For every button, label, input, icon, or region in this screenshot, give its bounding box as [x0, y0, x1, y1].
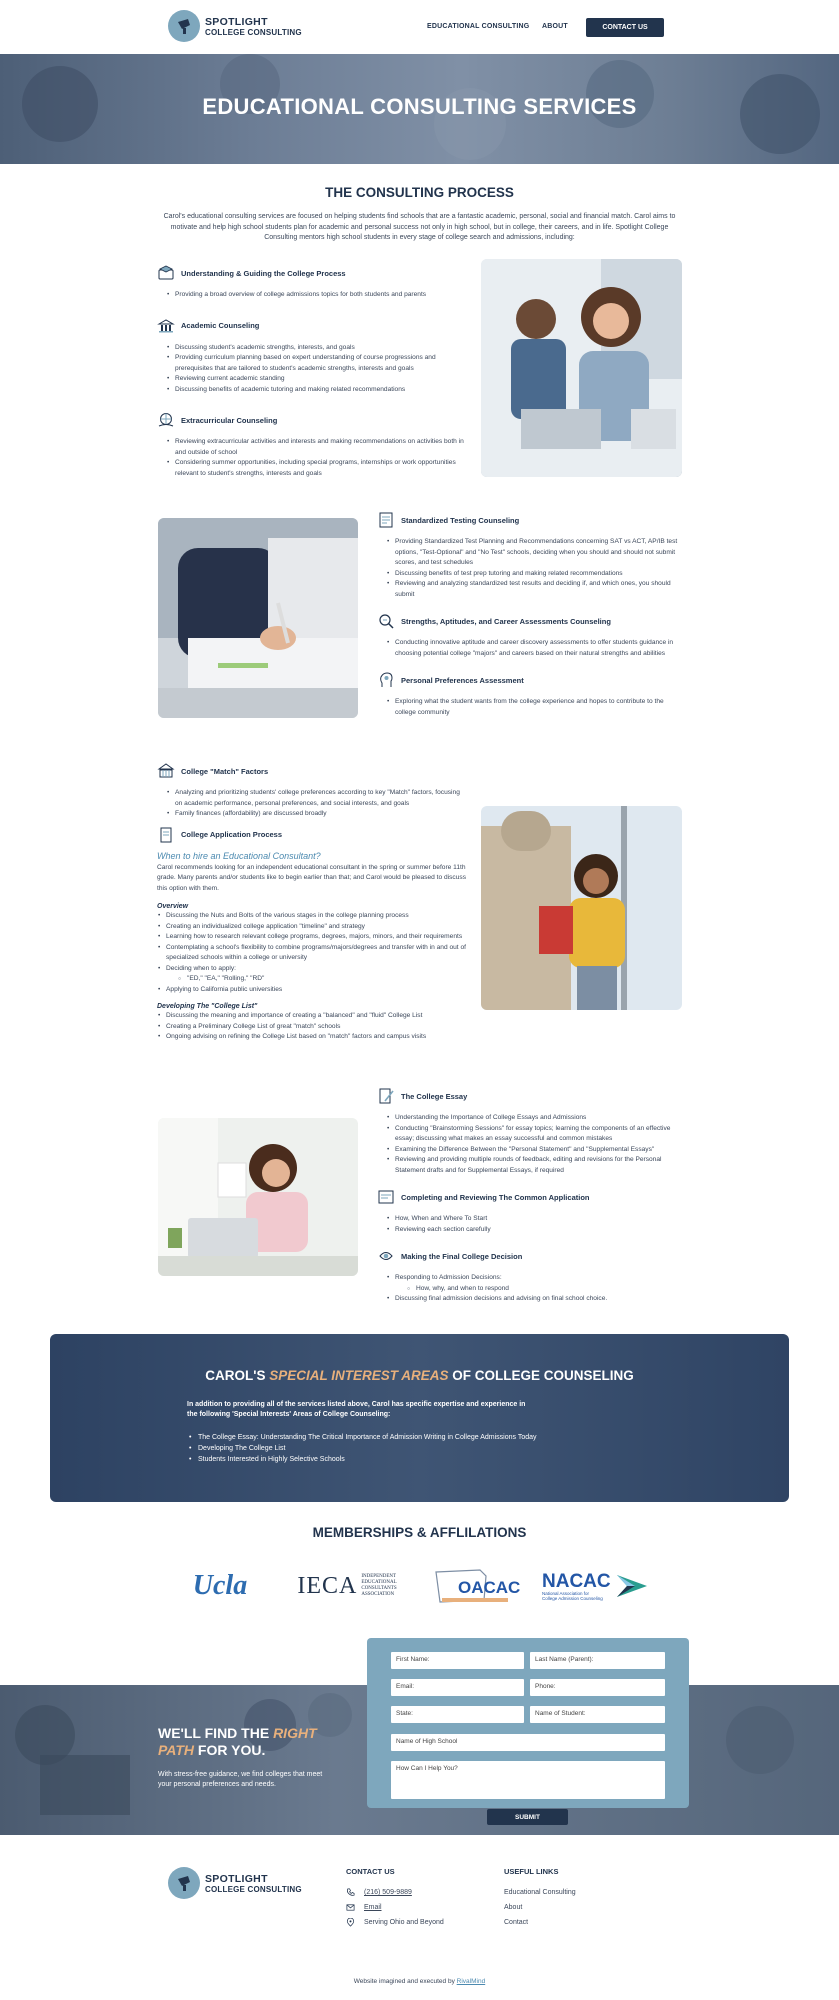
oacac-logo[interactable] [430, 1566, 521, 1606]
ieca-line: CONSULTANTS [361, 1586, 397, 1591]
nacac-logo[interactable] [542, 1568, 650, 1604]
list-item: • Reviewing and providing multiple rounds of feedback, editing and revisions for the Personal Statement drafts and for Supplemental Essays, if required [386, 1155, 682, 1176]
list-item: • Reviewing extracurricular activities and interests and making recommendations on activities both in and outside of school [166, 437, 467, 458]
list-item: • Contemplating a school's flexibility to combine programs/majors/degrees and transfer with in and out of specialized schools within a college or university [157, 943, 467, 964]
cta-title-highlight-2: PATH [158, 1742, 195, 1758]
services-block-2 [377, 511, 682, 718]
service-title: The College Essay [401, 1091, 468, 1101]
hero-title: EDUCATIONAL CONSULTING SERVICES [202, 94, 637, 119]
service-list [386, 697, 682, 718]
students-laptop-photo [481, 259, 682, 477]
overview-heading: Overview [157, 903, 189, 910]
last-name-field[interactable]: Last Name (Parent): [530, 1652, 665, 1669]
service-heading [157, 411, 467, 429]
footer-location [346, 1918, 444, 1927]
list-sub-item: ○ "ED," "EA," "Rolling," "RD" [157, 974, 467, 985]
logo-line2: COLLEGE CONSULTING [205, 27, 302, 37]
when-to-hire-heading: When to hire an Educational Consultant? [157, 850, 321, 861]
logo-line1: SPOTLIGHT [205, 15, 268, 28]
service-list [166, 290, 467, 301]
student-laptop-image [158, 1118, 358, 1276]
service-title: Strengths, Aptitudes, and Career Assessments Counseling [401, 616, 611, 626]
service-heading [377, 1188, 682, 1206]
spotlight-logo-icon [168, 1867, 200, 1899]
when-to-hire-text: Carol recommends looking for an independent educational consultant in the spring or summer before 11th grade. Many parents and/or students like to begin earlier than that; and Carol would be pleased to discuss this option with them. [157, 863, 466, 892]
ieca-line: INDEPENDENT [361, 1574, 397, 1579]
nacac-sub: National Association for [542, 1590, 590, 1596]
magnifier-icon [377, 612, 395, 630]
site-header [0, 0, 839, 54]
application-form-icon [157, 826, 175, 844]
cta-text: With stress-free guidance, we find colleges that meet your personal preferences and needs. [158, 1771, 323, 1788]
location-text: Serving Ohio and Beyond [364, 1919, 444, 1926]
list-item: • Reviewing and analyzing standardized test results and deciding if, and which ones, you should submit [386, 579, 682, 600]
student-name-field[interactable]: Name of Student: [530, 1706, 665, 1723]
list-item: • Understanding the Importance of College Essays and Admissions [386, 1113, 682, 1124]
list-item: • Examining the Difference Between the "Personal Statement" and "Supplemental Essays" [386, 1145, 682, 1156]
special-interest-panel [50, 1334, 789, 1502]
special-title-pre: CAROL'S [205, 1368, 270, 1383]
list-item: • Reviewing current academic standing [166, 374, 467, 385]
nacac-arrow-icon [617, 1571, 647, 1601]
list-item: • Creating a Preliminary College List of great "match" schools [157, 1022, 467, 1033]
list-item: • Discussing the meaning and importance of creating a "balanced" and "fluid" College List [157, 1011, 467, 1022]
cta-title-post: FOR YOU. [194, 1742, 266, 1758]
list-item: • Applying to California public universities [157, 985, 467, 996]
list-item: • Responding to Admission Decisions: [386, 1273, 682, 1284]
list-item: • Discussing benefits of academic tutoring and making related recommendations [166, 385, 467, 396]
nav-educational-consulting[interactable]: EDUCATIONAL CONSULTING [427, 23, 530, 30]
phone-icon [346, 1888, 355, 1897]
service-list [386, 1273, 682, 1305]
phone-field[interactable]: Phone: [530, 1679, 665, 1696]
message-textarea[interactable]: How Can I Help You? [391, 1761, 665, 1799]
footer-contact-title: CONTACT US [346, 1867, 395, 1876]
college-building-icon [157, 762, 175, 780]
students-laptop-image [481, 259, 682, 477]
head-gear-icon [377, 671, 395, 689]
services-block-3 [157, 762, 467, 1043]
ieca-logo[interactable] [287, 1568, 407, 1604]
service-heading [377, 511, 682, 529]
footer-phone[interactable] [346, 1888, 412, 1897]
process-intro: Carol's educational consulting services are focused on helping students find schools that are a fantastic academic, personal, social and financial match. Carol aims to motivate and help high school students plan for academic and personal success not only in high school, but in college, their careers, and in life. Spotlight College Consulting mentors high school students in every stage of college search and admissions, including: [163, 213, 676, 241]
logo-line1: SPOTLIGHT [205, 1872, 268, 1885]
list-item: • The College Essay: Understanding The Critical Importance of Admission Writing in College Admissions Today [187, 1432, 537, 1443]
college-list-heading: Developing The "College List" [157, 1003, 258, 1010]
special-list [187, 1432, 537, 1465]
location-pin-icon [346, 1918, 355, 1927]
list-item: • Reviewing each section carefully [386, 1225, 682, 1236]
footer-link-contact[interactable]: Contact [504, 1919, 529, 1926]
ieca-line: EDUCATIONAL [361, 1580, 397, 1585]
list-item: • Providing Standardized Test Planning and Recommendations concerning SAT vs ACT, AP/IB test options, "Test-Optional" and "No Test" schools, deciding when you should and should not submit scores, and test schedules [386, 537, 682, 569]
student-campus-photo [481, 806, 682, 1010]
service-title: College "Match" Factors [181, 766, 269, 776]
list-item: • How, When and Where To Start [386, 1214, 682, 1225]
service-list [386, 537, 682, 600]
contact-us-button[interactable]: CONTACT US [586, 18, 664, 37]
email-field[interactable]: Email: [391, 1679, 524, 1696]
application-icon [377, 1188, 395, 1206]
list-sub-item: ○ How, why, and when to respond [386, 1284, 682, 1295]
service-list [386, 1113, 682, 1176]
email-link[interactable]: Email [364, 1904, 382, 1911]
rivalmind-link[interactable]: RivalMind [456, 1978, 486, 1985]
student-laptop-photo [158, 1118, 358, 1276]
services-block-1 [157, 264, 467, 479]
service-title: Extracurricular Counseling [181, 415, 278, 425]
list-item: • Conducting "Brainstorming Sessions" for essay topics; learning the components of an effective essay; discussing what makes an essay successful and common mistakes [386, 1124, 682, 1145]
test-sheet-icon [377, 511, 395, 529]
footer-link-about[interactable]: About [504, 1904, 523, 1911]
nacac-sub: College Admission Counseling [542, 1595, 603, 1601]
mail-icon [346, 1903, 355, 1912]
service-title: College Application Process [181, 830, 282, 839]
student-campus-image [481, 806, 682, 1010]
service-heading [377, 1087, 682, 1105]
service-list [386, 638, 682, 659]
service-list [166, 343, 467, 396]
list-item: • Providing curriculum planning based on expert understanding of course progressions and prerequisites that are tailored to student's academic strengths, interests and goals [166, 353, 467, 374]
cta-title-pre: WE'LL FIND THE [158, 1725, 274, 1741]
memberships-title: MEMBERSHIPS & AFFLILATIONS [312, 1525, 527, 1540]
state-field[interactable]: State: [391, 1706, 524, 1723]
service-title: Personal Preferences Assessment [401, 675, 524, 685]
ucla-logo-text: Ucla [192, 1570, 248, 1601]
ieca-logo-text: IECA [297, 1572, 358, 1599]
special-title-post: OF COLLEGE COUNSELING [448, 1368, 634, 1383]
nacac-logo-text: NACAC [542, 1570, 611, 1592]
globe-hand-icon [157, 411, 175, 429]
decision-icon [377, 1247, 395, 1265]
service-heading [377, 1247, 682, 1265]
college-list-list [157, 1011, 467, 1043]
special-intro: In addition to providing all of the services listed above, Carol has specific expertise and experience in the following 'Special Interests' Areas of College Counseling: [187, 1401, 526, 1418]
submit-button[interactable]: SUBMIT [487, 1809, 568, 1825]
book-hat-icon [157, 264, 175, 282]
list-item: • Creating an individualized college application "timeline" and strategy [157, 922, 467, 933]
oacac-logo-text: OACAC [458, 1578, 521, 1597]
list-item: • Exploring what the student wants from the college experience and hopes to contribute to the college community [386, 697, 682, 718]
list-item: • Discussing the Nuts and Bolts of the various stages in the college planning process [157, 911, 467, 922]
footer-credit [0, 1978, 839, 1985]
cta-title-highlight: RIGHT [273, 1725, 317, 1741]
process-title: THE CONSULTING PROCESS [325, 185, 514, 200]
first-name-field[interactable]: First Name: [391, 1652, 524, 1669]
service-heading [377, 671, 682, 689]
footer-logo[interactable] [168, 1867, 302, 1899]
services-block-4 [377, 1087, 682, 1305]
list-item: • Family finances (affordability) are discussed broadly [166, 809, 467, 820]
service-title: Understanding & Guiding the College Process [181, 268, 346, 278]
list-item: • Learning how to research relevant college programs, degrees, majors, minors, and their requirements [157, 932, 467, 943]
service-list [166, 437, 467, 479]
student-writing-image [158, 518, 358, 718]
cta-title [158, 1725, 317, 1759]
list-item: • Ongoing advising on refining the College List based on "match" factors and campus visits [157, 1032, 467, 1043]
list-item: • Discussing final admission decisions and advising on final school choice. [386, 1294, 682, 1305]
service-heading [157, 762, 467, 780]
footer-links-title: USEFUL LINKS [504, 1867, 559, 1876]
nav-about[interactable]: ABOUT [542, 23, 568, 30]
list-item: • Analyzing and prioritizing students' college preferences according to key "Match" factors, focusing on academic performance, personal preferences, and social interests, and goals [166, 788, 467, 809]
contact-form [367, 1638, 689, 1821]
list-item: • Conducting innovative aptitude and career discovery assessments to offer students guidance in choosing potential college "majors" and careers based on their natural strengths and abilities [386, 638, 682, 659]
service-title: Completing and Reviewing The Common Application [401, 1192, 590, 1202]
list-item: • Developing The College List [187, 1443, 537, 1454]
footer-link-educational-consulting[interactable]: Educational Consulting [504, 1889, 576, 1896]
service-list [166, 788, 467, 820]
list-item: • Considering summer opportunities, including special programs, internships or work opportunities relevant to student's strengths, interests and goals [166, 458, 467, 479]
student-writing-photo [158, 518, 358, 718]
building-icon [157, 317, 175, 335]
list-item: • Discussing student's academic strengths, interests, and goals [166, 343, 467, 354]
credit-text: Website imagined and executed by [353, 1978, 457, 1985]
pencil-paper-icon [377, 1087, 395, 1105]
ieca-line: ASSOCIATION [361, 1592, 395, 1597]
service-list [386, 1214, 682, 1235]
site-logo[interactable] [168, 10, 302, 42]
spotlight-logo-icon [168, 10, 200, 42]
hero-banner [0, 54, 839, 164]
special-title-highlight: SPECIAL INTEREST AREAS [269, 1368, 449, 1383]
special-title [50, 1368, 789, 1383]
service-title: Academic Counseling [181, 321, 260, 330]
high-school-field[interactable]: Name of High School [391, 1734, 665, 1751]
service-title: Making the Final College Decision [401, 1251, 523, 1261]
service-heading [157, 317, 467, 335]
service-heading [157, 264, 467, 282]
list-item: • Providing a broad overview of college admissions topics for both students and parents [166, 290, 467, 301]
overview-list [157, 911, 467, 995]
footer-email[interactable] [346, 1903, 382, 1912]
service-title: Standardized Testing Counseling [401, 515, 520, 525]
list-item: • Deciding when to apply: [157, 964, 467, 975]
phone-link[interactable]: (216) 509-9889 [364, 1889, 412, 1896]
list-item: • Students Interested in Highly Selective Schools [187, 1454, 537, 1465]
list-item: • Discussing benefits of test prep tutoring and making related recommendations [386, 569, 682, 580]
ucla-logo[interactable] [188, 1568, 252, 1604]
logo-line2: COLLEGE CONSULTING [205, 1884, 302, 1894]
service-heading [377, 612, 682, 630]
service-heading [157, 826, 467, 844]
